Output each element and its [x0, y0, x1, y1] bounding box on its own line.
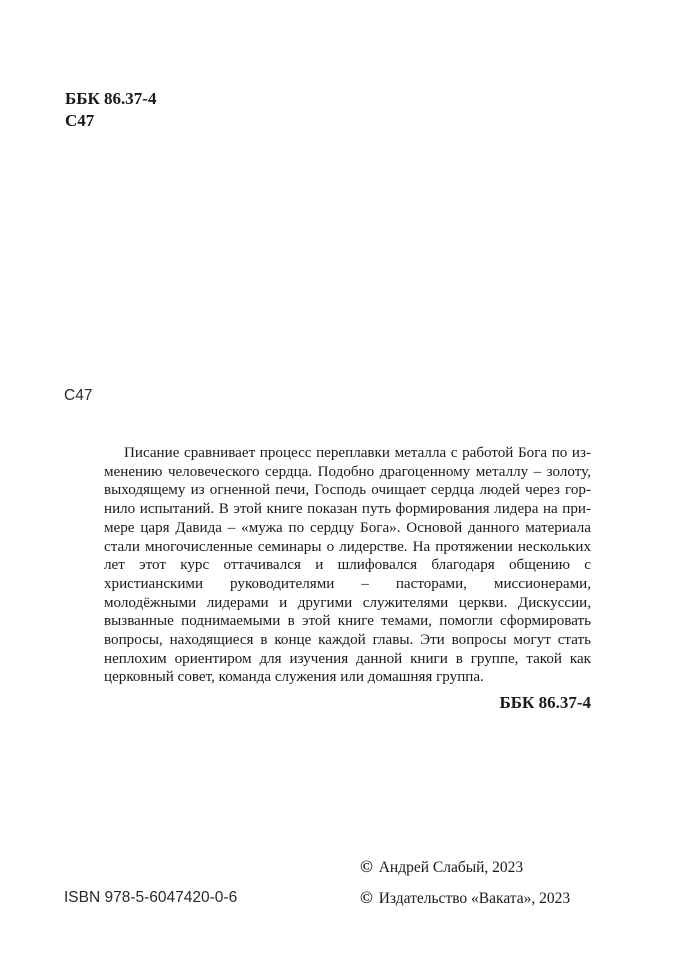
copyright-author [360, 857, 523, 878]
bbk-code-header: ББК 86.37-4 [65, 89, 157, 108]
copyright-publisher [360, 888, 570, 909]
copyright-author-text: Андрей Слабый, 2023 [378, 859, 524, 876]
isbn: ISBN 978-5-6047420-0-6 [64, 889, 238, 906]
author-sign-catalog: С47 [64, 387, 93, 404]
copyright-publisher-text: Издательство «Ваката», 2023 [378, 890, 571, 907]
copyright-icon: © [360, 888, 373, 907]
bbk-code-classification: ББК 86.37-4 [499, 693, 591, 712]
author-sign-header: С47 [65, 111, 95, 130]
annotation-paragraph: Писание сравнивает процесс переплавки металла с работой Бога по изменению человеческого сердца. Подобно драгоценному металлу – золоту, выходящему из огненной печи, Господь очищает сердца людей через горнило испытаний. В этой книге показан путь формирования лидера на примере царя Давида – «мужа по сердцу Бога». Основой данного материала стали многочисленные семинары о лидерстве. На протяжении нескольких лет этот курс оттачивался и шлифовался благодаря общению с христианскими руководителями – пасторами, миссионерами, молодёжными лидерами и другими служителями церкви. Дискуссии, вызванные поднимаемыми в этой книге темами, помогли сформировать вопросы, находящиеся в конце каждой главы. Эти вопросы могут стать неплохим ориентиром для изучения данной книги в группе, такой как церковный совет, команда служения или домашняя группа. [104, 445, 591, 686]
copyright-icon: © [360, 857, 373, 876]
